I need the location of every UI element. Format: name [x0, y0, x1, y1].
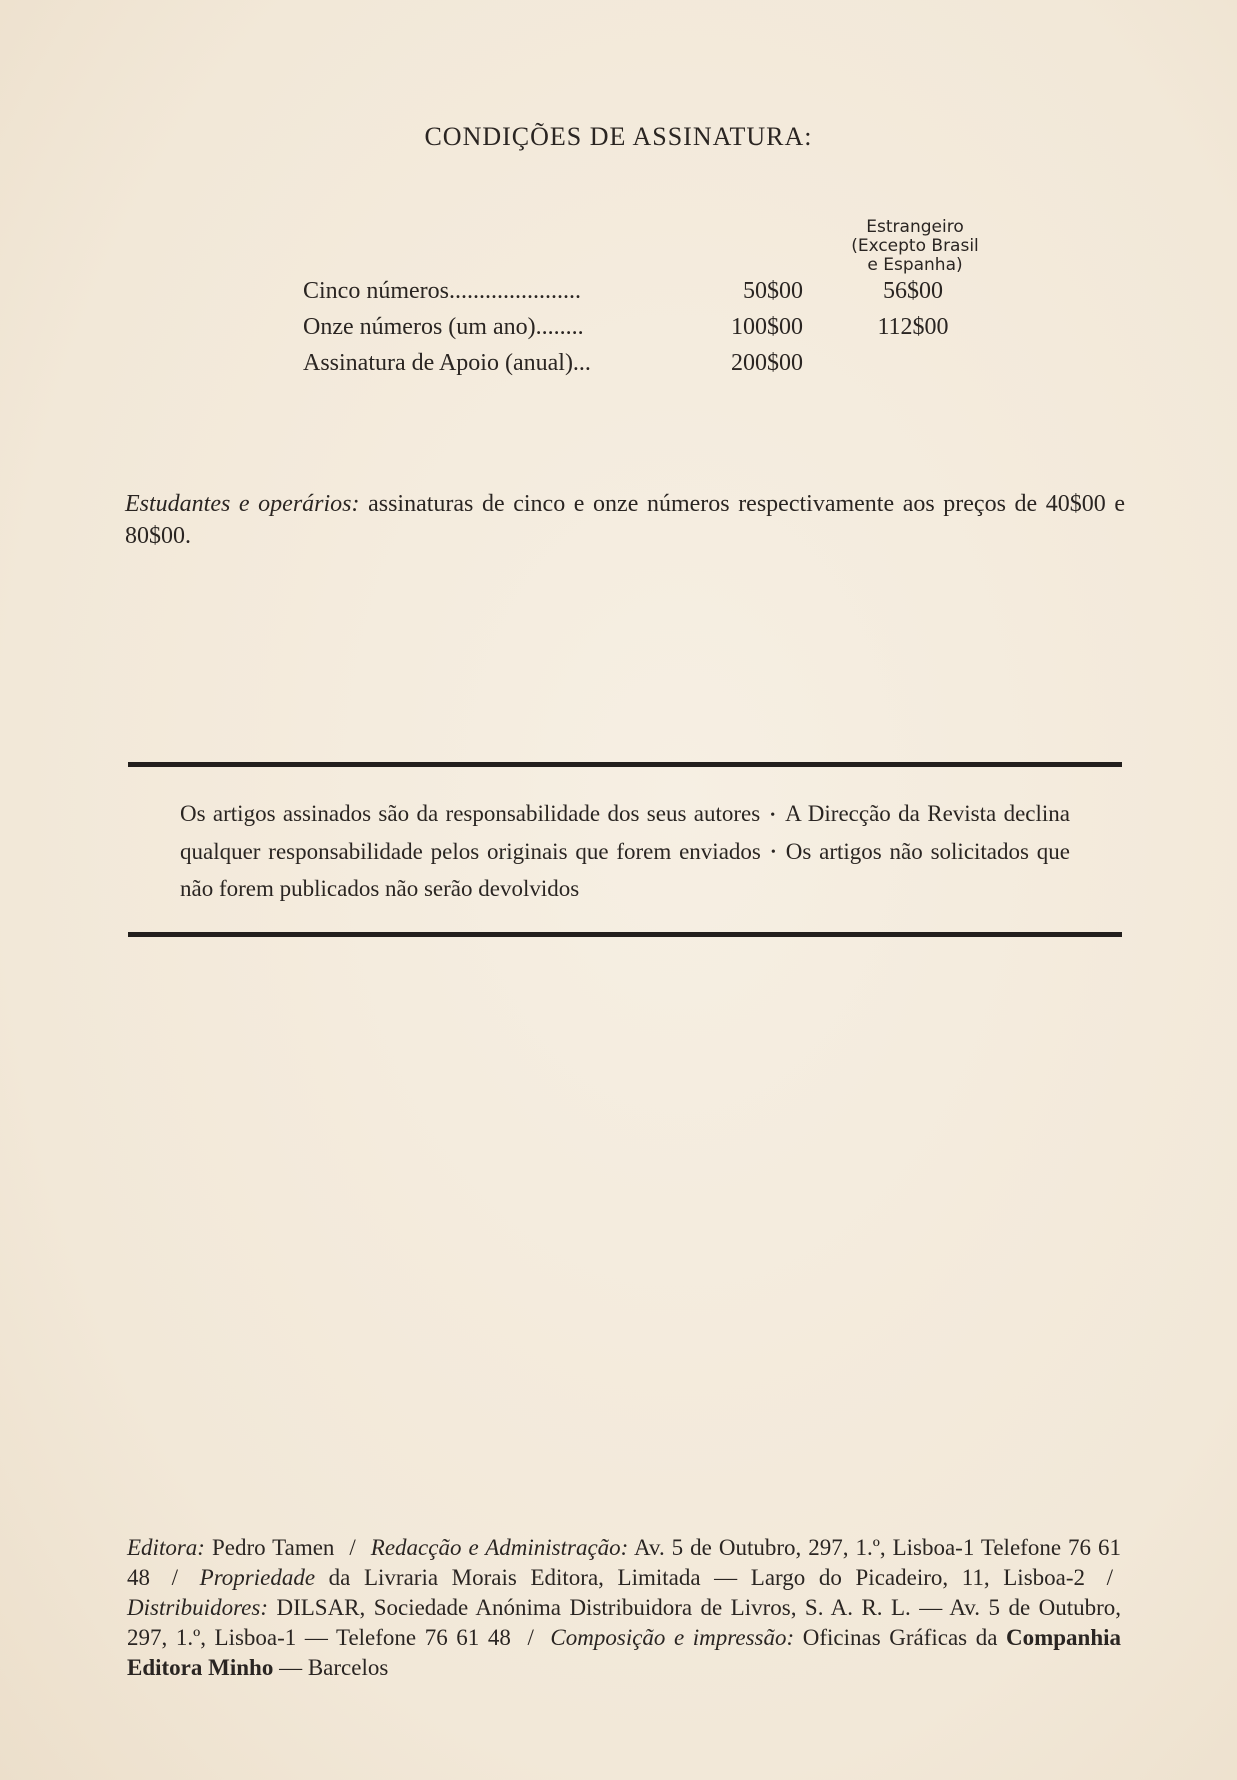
redaccao-label: Redacção e Administração: — [370, 1535, 629, 1560]
separator: / — [171, 1565, 179, 1590]
bottom-rule — [128, 932, 1122, 937]
composicao-place: — Barcelos — [279, 1655, 389, 1680]
separator: / — [527, 1625, 534, 1650]
composicao-company: Companhia Editora Minho — [127, 1625, 1122, 1680]
top-rule — [128, 762, 1122, 767]
rate-label: Onze números (um ano)........ — [303, 314, 584, 340]
composicao-label: Composição e impressão: — [550, 1625, 795, 1650]
rate-foreign-price: 112$00 — [877, 314, 949, 340]
editora-value: Pedro Tamen — [211, 1535, 335, 1560]
colophon — [127, 1533, 1121, 1683]
distribuidores-value: DILSAR, Sociedade Anónima Distribuidora de Livros, S. A. R. L. — Av. 5 de Outubro, 297, 1.º, Lisboa-1 — Telefone 76 61 48 — [127, 1595, 1122, 1650]
foreign-price-header — [815, 218, 1015, 275]
editorial-notice — [180, 796, 1070, 907]
rate-foreign-price: 56$00 — [883, 278, 943, 304]
editora-label: Editora: — [127, 1535, 205, 1560]
distribuidores-label: Distribuidores: — [127, 1595, 268, 1620]
subscription-rates-table — [303, 278, 1003, 386]
redaccao-value: Av. 5 de Outubro, 297, 1.º, Lisboa-1 Telefone 76 61 48 — [127, 1535, 1121, 1590]
rate-label: Assinatura de Apoio (anual)... — [303, 350, 591, 376]
students-text: assinaturas de cinco e onze números respectivamente aos preços de 40$00 e 80$00. — [125, 491, 1126, 549]
notice-part2: A Direcção da Revista declina qualquer responsabilidade pelos originais que forem enviados — [180, 801, 1071, 864]
foreign-header-line: Estrangeiro — [866, 217, 964, 237]
rate-national-price: 100$00 — [731, 314, 803, 340]
notice-part3: Os artigos não solicitados que não forem publicados não serão devolvidos — [180, 838, 1070, 902]
rate-row — [303, 314, 1003, 350]
composicao-value: Oficinas Gráficas da — [802, 1625, 998, 1650]
foreign-header-line: (Excepto Brasil — [851, 236, 979, 256]
separator: / — [1106, 1565, 1114, 1590]
rate-label: Cinco números...................... — [303, 278, 581, 304]
rate-row — [303, 350, 1003, 386]
page-title: CONDIÇÕES DE ASSINATURA: — [424, 122, 813, 151]
propriedade-label: Propriedade — [199, 1565, 316, 1590]
propriedade-value: da Livraria Morais Editora, Limitada — Largo do Picadeiro, 11, Lisboa-2 — [328, 1565, 1086, 1590]
rate-national-price: 50$00 — [743, 278, 803, 304]
students-lead: Estudantes e operários: — [125, 491, 360, 517]
rate-row — [303, 278, 1003, 314]
separator: / — [349, 1535, 356, 1560]
students-note — [125, 488, 1125, 552]
rate-national-price: 200$00 — [731, 350, 803, 376]
notice-part1: Os artigos assinados são da responsabilidade dos seus autores — [180, 801, 761, 826]
foreign-header-line: e Espanha) — [867, 255, 963, 275]
bullet-separator: • — [770, 845, 776, 861]
bullet-separator: • — [770, 807, 776, 823]
